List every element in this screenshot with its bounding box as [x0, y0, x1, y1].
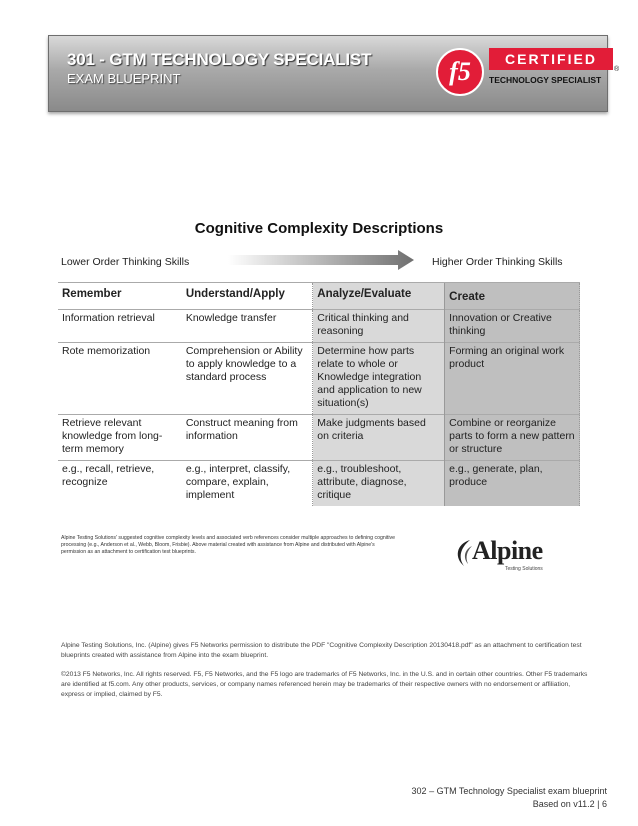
footer-version-page: Based on v11.2 | 6	[532, 799, 607, 809]
table-row	[58, 310, 580, 343]
table-cell: Combine or reorganize parts to form a new pattern or structure	[445, 415, 580, 461]
table-cell: Construct meaning from information	[182, 415, 313, 461]
alpine-logo	[452, 536, 562, 576]
table-header-row	[58, 283, 580, 310]
cognitive-complexity-table	[58, 282, 580, 506]
alpine-logo-word: Alpine	[472, 536, 543, 565]
header-subtitle: EXAM BLUEPRINT	[67, 71, 181, 86]
column-header: Remember	[58, 283, 182, 310]
column-header: Create	[445, 283, 580, 310]
column-header: Understand/Apply	[182, 283, 313, 310]
table-cell: e.g., interpret, classify, compare, explain, implement	[182, 461, 313, 507]
table-cell: Comprehension or Ability to apply knowledge to a standard process	[182, 343, 313, 415]
copyright-paragraph: ©2013 F5 Networks, Inc. All rights reserved. F5, F5 Networks, and the F5 logo are trademarks of F5 Networks, Inc. in the U.S. and in certain other countries. Other F5 trademarks are identified at f5.com. Any other products, services, or company names referenced herein may be trademarks of their respective owners with no endorsement or affiliation, express or implied, claimed by F5.	[61, 671, 588, 698]
higher-order-label: Higher Order Thinking Skills	[432, 256, 563, 268]
table-cell: Critical thinking and reasoning	[313, 310, 445, 343]
alpine-logo-tagline: Testing Solutions	[505, 566, 543, 572]
f5-logo-icon	[436, 48, 484, 96]
alpine-swirl-icon	[452, 538, 474, 568]
table-cell: e.g., troubleshoot, attribute, diagnose, critique	[313, 461, 445, 507]
footer-doc-title: 302 – GTM Technology Specialist exam blueprint	[411, 786, 607, 796]
column-header: Analyze/Evaluate	[313, 283, 445, 310]
table-row	[58, 415, 580, 461]
table-cell: Innovation or Creative thinking	[445, 310, 580, 343]
progression-arrow-icon	[228, 250, 414, 270]
table-cell: Forming an original work product	[445, 343, 580, 415]
table-cell: Determine how parts relate to whole or Knowledge integration and application to new situation(s)	[313, 343, 445, 415]
table-cell: Retrieve relevant knowledge from long-term memory	[58, 415, 182, 461]
page-header	[48, 35, 620, 112]
registered-mark: ®	[614, 66, 620, 73]
table-row	[58, 461, 580, 507]
lower-order-label: Lower Order Thinking Skills	[61, 256, 190, 268]
certified-badge	[489, 48, 613, 85]
header-title: 301 - GTM TECHNOLOGY SPECIALIST	[67, 50, 372, 69]
table-cell: Information retrieval	[58, 310, 182, 343]
table-cell: Rote memorization	[58, 343, 182, 415]
table-cell: e.g., generate, plan, produce	[445, 461, 580, 507]
alpine-attribution-note: Alpine Testing Solutions' suggested cognitive complexity levels and associated verb references consider multiple approaches to defining cognitive processing (e.g., Anderson et al., Webb, Bloom, Frisbie). Above material created with assistance from Alpine and distributed with Alpine's permission as an attachment to certification test blueprints.	[61, 535, 395, 555]
permission-paragraph: Alpine Testing Solutions, Inc. (Alpine) gives F5 Networks permission to distribute the PDF "Cognitive Complexity Description 20130418.pdf" as an attachment to certification test blueprints created with assistance from Alpine into the exam blueprint.	[61, 642, 582, 659]
certified-sub-label: TECHNOLOGY SPECIALIST	[489, 75, 602, 85]
table-cell: Knowledge transfer	[182, 310, 313, 343]
table-cell: Make judgments based on criteria	[313, 415, 445, 461]
f5-logo-text: f5	[449, 57, 471, 86]
table-cell: e.g., recall, retrieve, recognize	[58, 461, 182, 507]
table-row	[58, 343, 580, 415]
section-title: Cognitive Complexity Descriptions	[194, 220, 444, 237]
certified-label: CERTIFIED	[489, 48, 613, 70]
